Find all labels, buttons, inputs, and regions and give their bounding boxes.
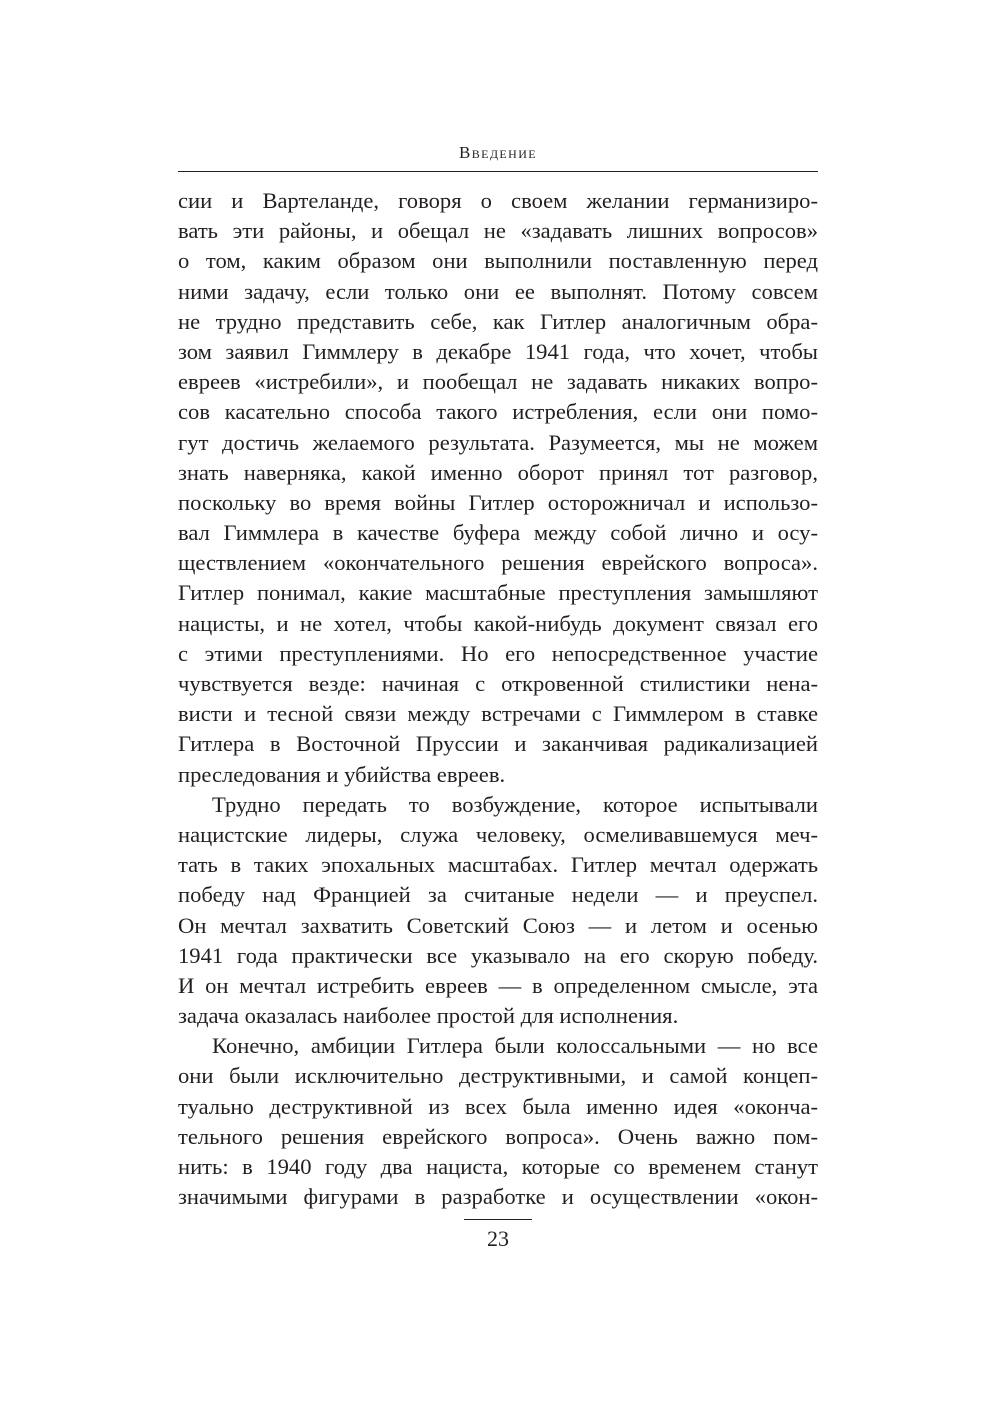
- text-line: И он мечтал истребить евреев — в определенном смысле, эта: [178, 972, 818, 998]
- text-line: знать наверняка, какой именно оборот принял тот разговор,: [178, 459, 818, 485]
- text-line: сии и Вартеланде, говоря о своем желании германизиро-: [178, 188, 818, 213]
- running-head: Введение: [458, 143, 538, 162]
- text-line: они были исключительно деструктивными, и самой концеп-: [178, 1063, 818, 1089]
- text-line: Гитлер понимал, какие масштабные преступления замышляют: [178, 580, 818, 606]
- text-line: ними задачу, если только они ее выполнят. Потому совсем: [178, 278, 818, 304]
- text-line: нацисты, и не хотел, чтобы какой-нибудь документ связал его: [178, 610, 818, 636]
- text-line: задача оказалась наиболее простой для исполнения.: [178, 1003, 679, 1029]
- paragraph-first-line: Конечно, амбиции Гитлера были колоссальными — но все: [212, 1033, 818, 1059]
- page-number: 23: [487, 1226, 509, 1251]
- text-line: ществлением «окончательного решения еврейского вопроса».: [178, 550, 818, 576]
- text-line: туально деструктивной из всех была именно идея «оконча-: [178, 1093, 818, 1119]
- text-line: чувствуется везде: начиная с откровенной стилистики нена-: [178, 671, 818, 696]
- text-line: значимыми фигурами в разработке и осуществлении «окон-: [178, 1184, 818, 1210]
- text-line: зом заявил Гиммлеру в декабре 1941 года, что хочет, чтобы: [178, 338, 818, 364]
- text-line: победу над Францией за считаные недели — и преуспел.: [178, 882, 818, 908]
- text-line: вать эти районы, и обещал не «задавать лишних вопросов»: [178, 218, 818, 244]
- text-line: тельного решения еврейского вопроса». Очень важно пом-: [178, 1123, 818, 1149]
- text-line: гут достичь желаемого результата. Разумеется, мы не можем: [178, 429, 818, 455]
- header-rule: [178, 171, 818, 172]
- paragraph-first-line: Трудно передать то возбуждение, которое испытывали: [212, 791, 818, 817]
- text-line: с этими преступлениями. Но его непосредственное участие: [178, 640, 818, 666]
- text-line: висти и тесной связи между встречами с Гиммлером в ставке: [178, 701, 818, 727]
- text-line: тать в таких эпохальных масштабах. Гитлер мечтал одержать: [178, 852, 818, 878]
- text-line: вал Гиммлера в качестве буфера между собой лично и осу-: [178, 520, 818, 546]
- text-line: преследования и убийства евреев.: [178, 761, 506, 787]
- text-line: Гитлера в Восточной Пруссии и заканчивая радикализацией: [178, 731, 818, 757]
- text-line: поскольку во время войны Гитлер осторожничал и использо-: [178, 489, 818, 515]
- text-line: нацистские лидеры, служа человеку, осмеливавшемуся меч-: [178, 821, 818, 847]
- text-line: о том, каким образом они выполнили поставленную перед: [178, 248, 818, 274]
- text-line: нить: в 1940 году два нациста, которые со временем станут: [178, 1154, 818, 1179]
- text-line: Он мечтал захватить Советский Союз — и летом и осенью: [178, 912, 818, 938]
- text-line: не трудно представить себе, как Гитлер аналогичным обра-: [178, 308, 818, 334]
- footer-rule: [464, 1219, 532, 1220]
- text-line: 1941 года практически все указывало на его скорую победу.: [178, 942, 818, 968]
- text-line: сов касательно способа такого истребления, если они помо-: [178, 399, 818, 425]
- body-text: [178, 186, 818, 1212]
- text-line: евреев «истребили», и пообещал не задавать никаких вопро-: [178, 369, 818, 395]
